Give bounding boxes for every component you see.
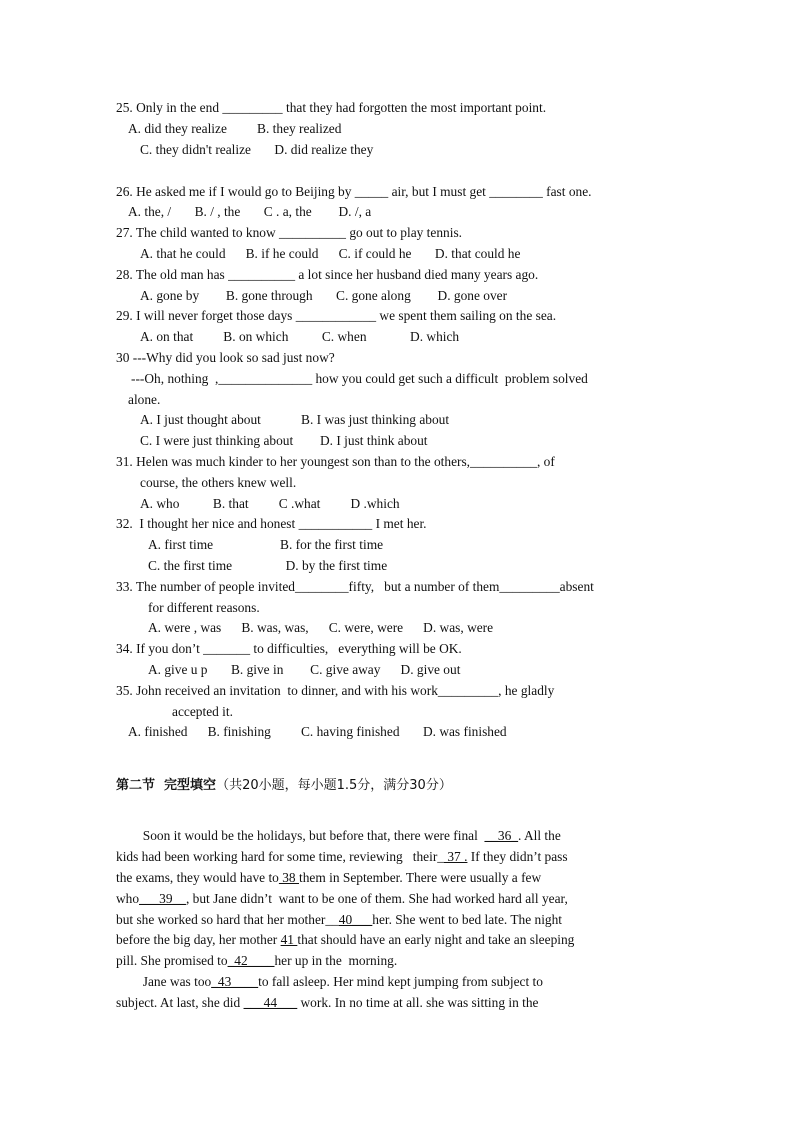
section-title: 第二节 完型填空 — [116, 778, 217, 793]
passage-text: Soon it would be the holidays, but before that, there were final — [116, 828, 485, 843]
passage-text: work. In no time at all. she was sitting in the — [297, 995, 539, 1010]
question-27-stem: 27. The child wanted to know __________ go out to play tennis. — [116, 225, 463, 240]
passage-text: her up in the morning. — [274, 953, 398, 968]
question-34-options: A. give u p B. give in C. give away D. give out — [148, 662, 461, 677]
question-31-stem: 31. Helen was much kinder to her youngest son than to the others,__________, of — [116, 454, 555, 469]
question-27-options: A. that he could B. if he could C. if could he D. that could he — [140, 246, 521, 261]
passage-text: her. She went to bed late. The night — [372, 912, 563, 927]
passage-line-6 — [116, 931, 664, 949]
passage-line-5 — [116, 911, 664, 929]
question-33-options: A. were , was B. was, was, C. were, were D. was, were — [148, 620, 494, 635]
question-29-stem: 29. I will never forget those days ____________ we spent them sailing on the sea. — [116, 308, 557, 323]
question-30-stem-line2: ---Oh, nothing ,______________ how you could get such a difficult problem solved — [131, 371, 588, 386]
blank-39: ___39__ — [139, 891, 186, 906]
passage-text: Jane was too — [116, 974, 212, 989]
passage-text: before the big day, her mother — [116, 932, 281, 947]
question-35-options: A. finished B. finishing C. having finished D. was finished — [128, 724, 507, 739]
passage-text: . All the — [518, 828, 561, 843]
blank-40: 40___ — [338, 912, 373, 927]
blank-36: __36_ — [484, 828, 519, 843]
section-heading — [116, 774, 452, 793]
passage-text: pill. She promised to — [116, 953, 228, 968]
question-35-stem: 35. John received an invitation to dinner, and with his work_________, he gladly — [116, 683, 555, 698]
passage-line-9 — [116, 994, 664, 1012]
passage-line-1 — [116, 827, 664, 845]
passage-text: If they didn’t pass — [467, 849, 568, 864]
question-25-options-ab: A. did they realize B. they realized — [128, 121, 342, 136]
question-28-stem: 28. The old man has __________ a lot since her husband died many years ago. — [116, 267, 539, 282]
passage-text: , but Jane didn’t want to be one of them. She had worked hard all year, — [185, 891, 568, 906]
passage-text: to fall asleep. Her mind kept jumping from subject to — [258, 974, 543, 989]
blank-38: 38 — [278, 870, 299, 885]
blank-37: 37 . — [444, 849, 468, 864]
question-30-options-cd: C. I were just thinking about D. I just think about — [140, 433, 428, 448]
blank-42: _42____ — [227, 953, 275, 968]
question-30-options-ab: A. I just thought about B. I was just thinking about — [140, 412, 450, 427]
passage-line-7 — [116, 952, 664, 970]
passage-text: but she worked so hard that her mother__ — [116, 912, 339, 927]
passage-line-2 — [116, 848, 664, 866]
question-32-options-ab: A. first time B. for the first time — [148, 537, 384, 552]
blank-43: _43____ — [211, 974, 259, 989]
passage-line-3 — [116, 869, 664, 887]
question-35-stem-line2: accepted it. — [172, 704, 233, 719]
question-26-stem: 26. He asked me if I would go to Beijing by _____ air, but I must get ________ fast one. — [116, 184, 592, 199]
blank-41: 41 — [280, 932, 298, 947]
passage-line-4 — [116, 890, 664, 908]
section-subtitle: （共20小题，每小题1.5分，满分30分） — [216, 778, 452, 793]
blank-44: ___44___ — [243, 995, 298, 1010]
passage-text: them in September. There were usually a few — [298, 870, 542, 885]
passage-text: subject. At last, she did — [116, 995, 244, 1010]
question-32-options-cd: C. the first time D. by the first time — [148, 558, 388, 573]
passage-text: kids had been working hard for some time, reviewing their_ — [116, 849, 444, 864]
passage-text: the exams, they would have to — [116, 870, 279, 885]
question-25-stem: 25. Only in the end _________ that they had forgotten the most important point. — [116, 100, 547, 115]
question-31-options: A. who B. that C .what D .which — [140, 496, 400, 511]
question-33-stem-line2: for different reasons. — [148, 600, 260, 615]
question-26-options: A. the, / B. / , the C . a, the D. /, a — [128, 204, 372, 219]
question-30-stem: 30 ---Why did you look so sad just now? — [116, 350, 335, 365]
passage-text: who — [116, 891, 140, 906]
question-28-options: A. gone by B. gone through C. gone along D. gone over — [140, 288, 508, 303]
passage-text: that should have an early night and take an sleeping — [297, 932, 575, 947]
question-34-stem: 34. If you don’t _______ to difficulties, everything will be OK. — [116, 641, 462, 656]
question-29-options: A. on that B. on which C. when D. which — [140, 329, 460, 344]
question-32-stem: 32. I thought her nice and honest ___________ I met her. — [116, 516, 427, 531]
passage-line-8 — [116, 973, 664, 991]
question-33-stem: 33. The number of people invited________fifty, but a number of them_________absent — [116, 579, 594, 594]
question-31-stem-line2: course, the others knew well. — [140, 475, 297, 490]
question-25-options-cd: C. they didn't realize D. did realize they — [140, 142, 374, 157]
question-30-stem-line3: alone. — [128, 392, 161, 407]
